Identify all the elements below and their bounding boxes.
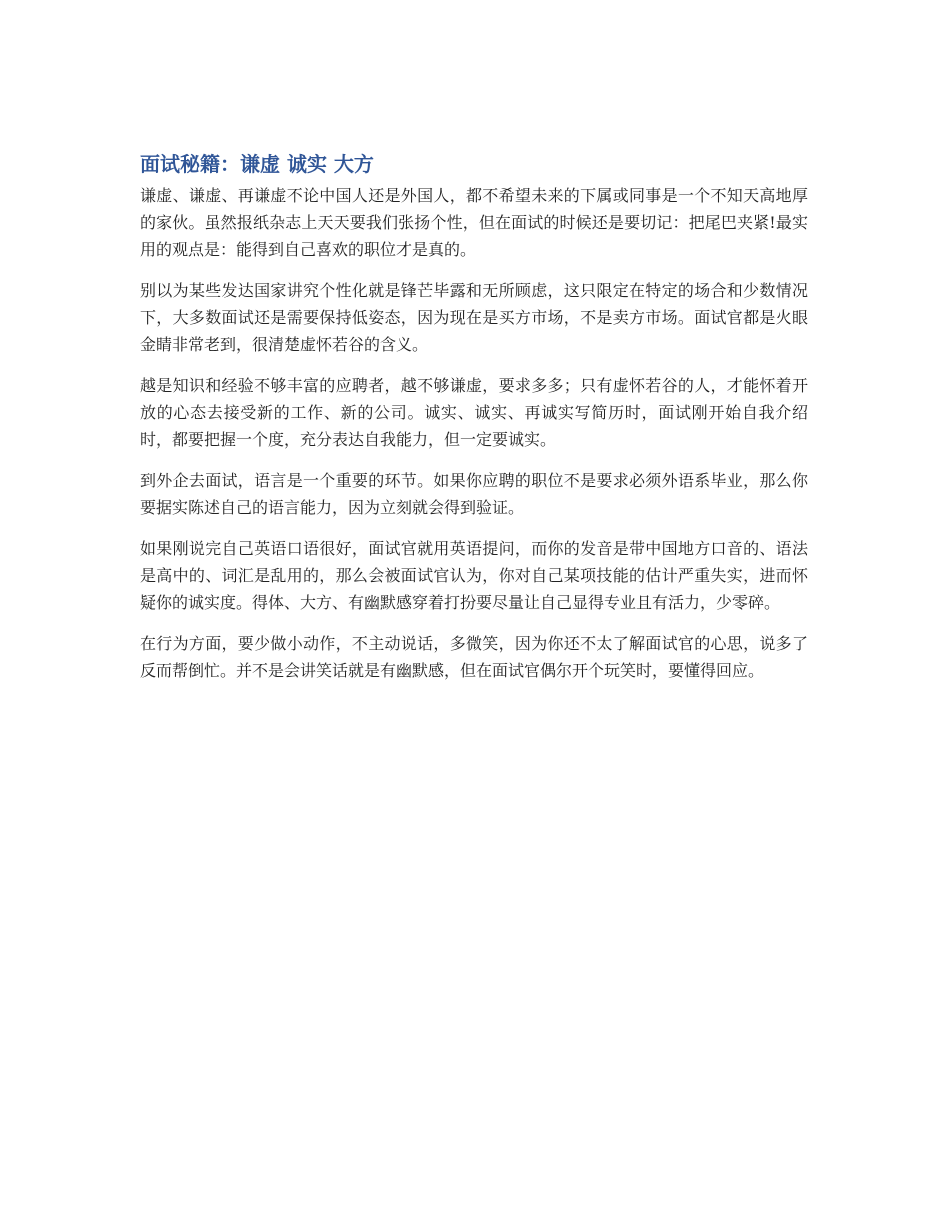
document-page (140, 148, 808, 698)
paragraph-2: 别以为某些发达国家讲究个性化就是锋芒毕露和无所顾虑，这只限定在特定的场合和少数情况下，大多数面试还是需要保持低姿态，因为现在是买方市场，不是卖方市场。面试官都是火眼金睛非常老到，很清楚虚怀若谷的含义。 (140, 281, 808, 354)
paragraph-6: 在行为方面，要少做小动作，不主动说话，多微笑，因为你还不太了解面试官的心思，说多了反而帮倒忙。并不是会讲笑话就是有幽默感，但在面试官偶尔开个玩笑时，要懂得回应。 (140, 634, 808, 680)
document-title: 面试秘籍：谦虚 诚实 大方 (140, 152, 374, 176)
paragraph-5: 如果刚说完自己英语口语很好，面试官就用英语提问，而你的发音是带中国地方口音的、语法是高中的、词汇是乱用的，那么会被面试官认为，你对自己某项技能的估计严重失实，进而怀疑你的诚实度。得体、大方、有幽默感穿着打扮要尽量让自己显得专业且有活力，少零碎。 (140, 539, 808, 612)
paragraph-4: 到外企去面试，语言是一个重要的环节。如果你应聘的职位不是要求必须外语系毕业，那么你要据实陈述自己的语言能力，因为立刻就会得到验证。 (140, 471, 808, 517)
paragraph-3: 越是知识和经验不够丰富的应聘者，越不够谦虚，要求多多；只有虚怀若谷的人，才能怀着开放的心态去接受新的工作、新的公司。诚实、诚实、再诚实写简历时，面试刚开始自我介绍时，都要把握一个度，充分表达自我能力，但一定要诚实。 (140, 376, 808, 449)
paragraph-1: 谦虚、谦虚、再谦虚不论中国人还是外国人，都不希望未来的下属或同事是一个不知天高地厚的家伙。虽然报纸杂志上天天要我们张扬个性，但在面试的时候还是要切记：把尾巴夹紧!最实用的观点是：能得到自己喜欢的职位才是真的。 (140, 186, 808, 259)
